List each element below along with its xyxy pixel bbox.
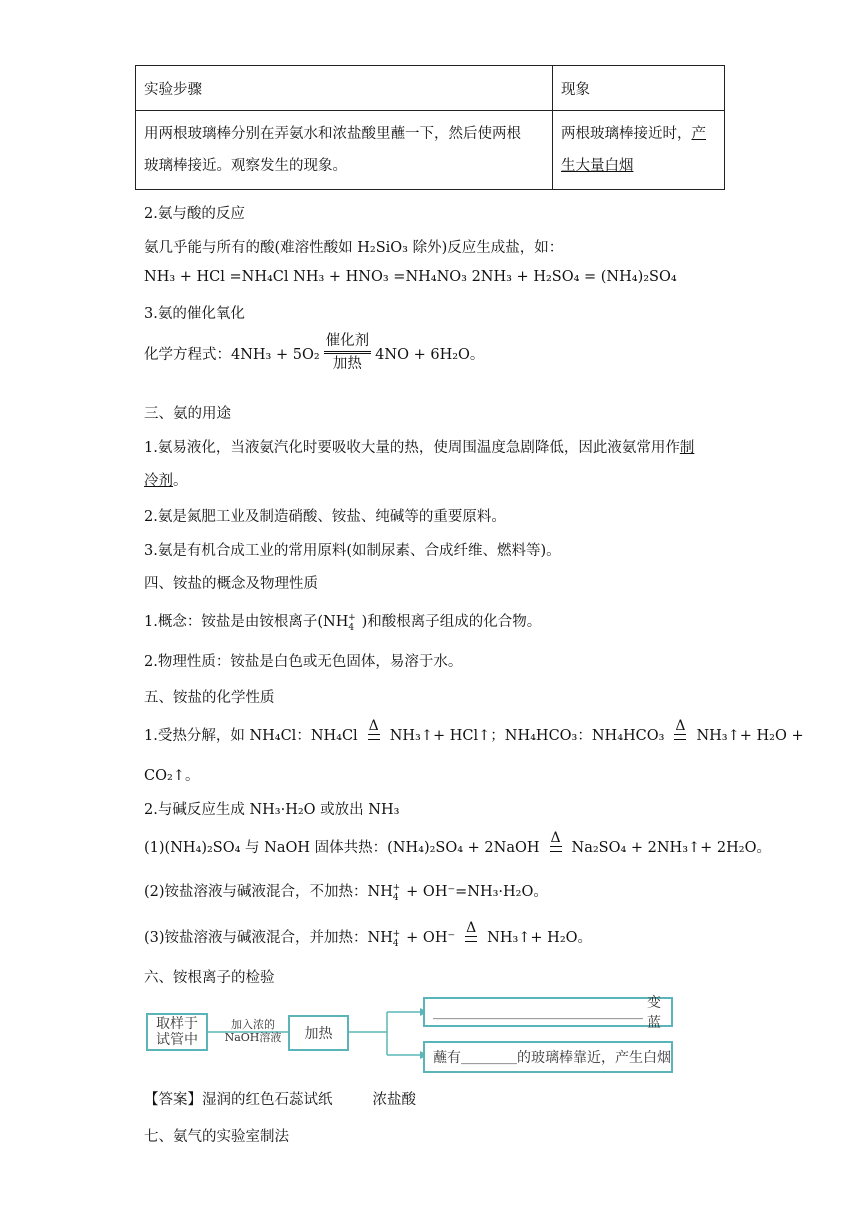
phen-underline-1: 产 [691,126,706,142]
answer-1: 湿润的红色石蕊试纸 [202,1092,333,1108]
section-7-heading: 七、氨气的实验室制法 [144,1129,289,1145]
answer-label: 【答案】 [144,1092,202,1108]
experiment-table [135,65,725,190]
cond-top: 催化剂 [324,332,372,354]
heat-condition-2 [674,720,686,740]
delta-symbol-2: Δ [675,718,686,734]
physical-line: 2.物理性质：铵盐是白色或无色固体，易溶于水。 [144,654,463,670]
ion-sub-3: 4 [392,939,399,949]
double-line-4 [465,936,477,942]
delta-symbol-3: Δ [550,830,561,846]
sec3-title: 3.氨的催化氧化 [144,306,245,322]
ammonium-ion-3 [367,929,407,949]
section-4-heading: 四、铵盐的概念及物理性质 [144,576,318,592]
base-3 [144,920,593,949]
table-cell-step [136,111,553,190]
ion-sub: 4 [348,623,355,633]
b3-b: + OH⁻ [406,930,456,946]
concept-line [144,610,541,631]
base-2 [144,880,548,901]
diagram-box-sample: 取样于 试管中 [146,1013,208,1051]
sec3-equation [144,334,484,376]
use-1-end: 。 [173,473,188,489]
delta-symbol-4: Δ [466,920,477,936]
step-line-2: 玻璃棒接近。观察发生的现象。 [144,158,347,174]
b2-b: + OH⁻=NH₃·H₂O。 [406,884,548,900]
sec3-prefix: 化学方程式：4NH₃ + 5O₂ [144,347,320,363]
double-line-2 [674,734,686,740]
ammonium-ion-2 [367,883,407,903]
use-2: 2.氨是氮肥工业及制造硝酸、铵盐、纯碱等的重要原料。 [144,509,506,525]
use-1-underline: 制 [679,440,695,456]
sec2-equations: NH₃ + HCl =NH₄Cl NH₃ + HNO₃ =NH₄NO₃ 2NH₃ + H₂SO₄ = (NH₄)₂SO₄ [144,269,677,285]
sec2-line: 氨几乎能与所有的酸(难溶性酸如 H₂SiO₃ 除外)反应生成盐，如： [144,240,564,256]
ion-nh: NH [323,614,349,630]
use-1-cont [144,469,188,490]
blank-1: ______________________________ [433,1004,643,1020]
heat-condition-3 [550,832,562,852]
answer-line [144,1088,416,1109]
ion-sup: + [348,613,356,623]
use-1-underline-2: 冷剂 [144,473,173,489]
ammonium-ion [323,613,362,633]
section-6-heading: 六、铵根离子的检验 [144,970,275,986]
b3-c: NH₃↑+ H₂O。 [487,930,593,946]
ion-sup-3: + [392,929,401,939]
delta-symbol: Δ [368,718,379,734]
result-1-tail: 变蓝 [647,995,661,1031]
table-header-phenomenon: 现象 [553,66,725,111]
result-2-a: 蘸有 [433,1050,461,1066]
dec-b: NH₃↑+ HCl↑；NH₄HCO₃：NH₄HCO₃ [389,728,665,744]
double-line-3 [550,846,562,852]
ion-sup-2: + [392,883,401,893]
step-line-1: 用两根玻璃棒分别在弄氨水和浓盐酸里蘸一下，然后使两根 [144,126,521,142]
diagram-arrow-label: 加入浓的 NaOH溶液 [224,1018,282,1044]
sec3-suffix: 4NO + 6H₂O。 [375,347,485,363]
dec-a: 1.受热分解，如 NH₄Cl：NH₄Cl [144,728,358,744]
diagram-box-result-2 [423,1041,673,1073]
sec2-title: 2.氨与酸的反应 [144,206,245,222]
phen-text: 两根玻璃棒接近时， [561,126,692,142]
ammonium-test-diagram [144,997,684,1077]
concept-b: )和酸根离子组成的化合物。 [361,614,542,630]
heat-condition [368,720,380,740]
table-cell-phenomenon [553,111,725,190]
decomposition-cont: CO₂↑。 [144,768,200,784]
ion-nh-3: NH [367,930,393,946]
diagram-box-result-1 [423,995,673,1031]
section-5-heading: 五、铵盐的化学性质 [144,690,275,706]
b1-b: Na₂SO₄ + 2NH₃↑+ 2H₂O。 [571,840,771,856]
base-1 [144,830,771,858]
b2-a: (2)铵盐溶液与碱液混合，不加热： [144,884,368,900]
ion-sub-2: 4 [392,893,399,903]
concept-a: 1.概念：铵盐是由铵根离子( [144,614,323,630]
result-2-b: 的玻璃棒靠近，产生白烟 [517,1050,671,1066]
b1-a: (1)(NH₄)₂SO₄ 与 NaOH 固体共热：(NH₄)₂SO₄ + 2NaOH [144,840,540,856]
ion-nh-2: NH [367,884,393,900]
phen-underline-2: 生大量白烟 [561,158,634,174]
answer-2: 浓盐酸 [372,1092,416,1108]
double-line [368,734,380,740]
catalyst-condition [324,332,372,374]
diagram-box-heat: 加热 [288,1015,349,1051]
section-3-heading: 三、氨的用途 [144,406,231,422]
use-1-text: 1.氨易液化，当液氨汽化时要吸收大量的热，使周围温度急剧降低，因此液氨常用作 [144,440,680,456]
blank-2: ________ [461,1049,517,1065]
table-header-step: 实验步骤 [136,66,553,111]
use-3: 3.氨是有机合成工业的常用原料(如制尿素、合成纤维、燃料等)。 [144,543,561,559]
dec-c: NH₃↑+ H₂O + [696,728,804,744]
base-title: 2.与碱反应生成 NH₃·H₂O 或放出 NH₃ [144,802,400,818]
use-1 [144,436,694,457]
b3-a: (3)铵盐溶液与碱液混合，并加热： [144,930,368,946]
cond-bottom: 加热 [332,356,362,372]
decomposition-line [144,718,804,746]
heat-condition-4 [465,922,477,942]
